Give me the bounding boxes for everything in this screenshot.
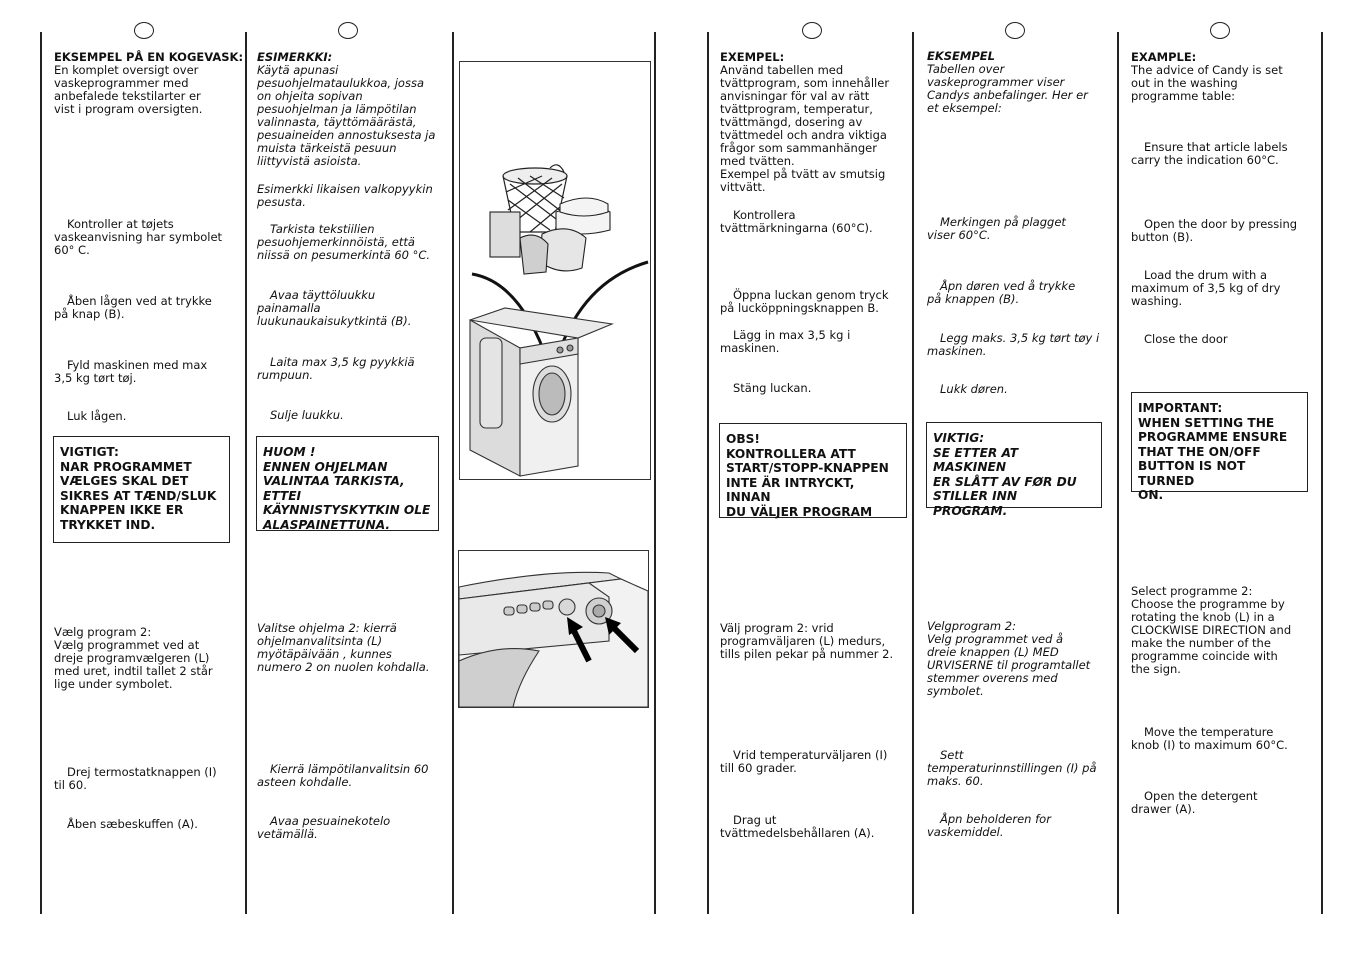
no-select-programme: Velgprogram 2: Velg programmet ved å dreie knappen (L) MED URVISERNE til programtallet stemmer overens med symbolet.	[927, 619, 1091, 698]
fi-heading: ESIMERKKI:	[257, 50, 333, 64]
sv-open-drawer: Drag ut tvättmedelsbehållaren (A).	[720, 813, 875, 840]
en-intro: The advice of Candy is set out in the washing programme table:	[1131, 63, 1283, 103]
sv-step-close-door: Stäng luckan.	[733, 381, 812, 395]
no-step-close-door: Lukk døren.	[940, 382, 1008, 396]
fi-step-close-door: Sulje luukku.	[270, 408, 344, 422]
sv-select-programme: Välj program 2: vrid programväljaren (L) medurs, tills pilen pekar på nummer 2.	[720, 621, 894, 661]
da-step-open-door: Åben lågen ved at trykke på knap (B).	[54, 294, 212, 321]
column-divider	[1117, 32, 1119, 914]
en-step-load: Load the drum with a maximum of 3,5 kg of dry washing.	[1131, 268, 1281, 308]
sv-set-temperature: Vrid temperaturväljaren (I) till 60 grader.	[720, 748, 888, 775]
sv-step-load: Lägg in max 3,5 kg i maskinen.	[720, 328, 851, 355]
no-set-temperature: Sett temperaturinnstillingen (I) på maks. 60.	[927, 748, 1097, 788]
laundry-basket-and-washer-icon	[460, 62, 650, 479]
sv-heading: EXEMPEL:	[720, 50, 785, 64]
fi-select-programme: Valitse ohjelma 2: kierrä ohjelmanvalitsinta (L) myötäpäivään , kunnes numero 2 on nuolen kohdalla.	[257, 621, 430, 674]
da-intro: En komplet oversigt over vaskeprogrammer med anbefalede tekstilarter er vist i program oversigten.	[54, 63, 203, 116]
da-set-temperature: Drej termostatknappen (I) til 60.	[54, 765, 217, 792]
control-panel-illustration-frame	[458, 550, 649, 708]
laundry-illustration-frame	[459, 61, 651, 480]
da-warning-box: VIGTIGT: NAR PROGRAMMET VÆLGES SKAL DET SIKRES AT TÆND/SLUK KNAPPEN IKKE ER TRYKKET IND.	[53, 436, 230, 543]
en-set-temperature: Move the temperature knob (I) to maximum 60°C.	[1131, 725, 1288, 752]
column-divider	[1321, 32, 1323, 914]
language-flag-circle	[1005, 22, 1025, 39]
no-step-open-door: Åpn døren ved å trykke på knappen (B).	[927, 279, 1076, 306]
no-step-check-label: Merkingen på plagget viser 60°C.	[927, 215, 1066, 242]
en-open-drawer: Open the detergent drawer (A).	[1131, 789, 1258, 816]
en-step-open-door: Open the door by pressing button (B).	[1131, 217, 1298, 244]
en-heading: EXAMPLE:	[1131, 50, 1197, 64]
no-step-load: Legg maks. 3,5 kg tørt tøy i maskinen.	[927, 331, 1100, 358]
en-step-check-label: Ensure that article labels carry the indication 60°C.	[1131, 140, 1288, 167]
da-step-close-door: Luk lågen.	[67, 409, 127, 423]
column-divider	[707, 32, 709, 914]
no-heading: EKSEMPEL	[927, 49, 995, 63]
fi-warning-box: HUOM ! ENNEN OHJELMAN VALINTAA TARKISTA, ETTEI KÄYNNISTYSKYTKIN OLE ALASPAINETTUNA.	[256, 436, 439, 531]
no-intro: Tabellen over vaskeprogrammer viser Candys anbefalinger. Her er et eksempel:	[927, 62, 1088, 115]
control-panel-knobs-with-arrows-icon	[459, 551, 648, 707]
no-open-drawer: Åpn beholderen for vaskemiddel.	[927, 812, 1051, 839]
en-select-programme: Select programme 2: Choose the programme by rotating the knob (L) in a CLOCKWISE DIRECTION and make the number of the programme coincide with the sign.	[1131, 584, 1292, 676]
da-step-load: Fyld maskinen med max 3,5 kg tørt tøj.	[54, 358, 208, 385]
sv-warning-box: OBS! KONTROLLERA ATT START/STOPP-KNAPPEN INTE ÄR INTRYCKT, INNAN DU VÄLJER PROGRAM	[719, 423, 907, 518]
en-warning-box: IMPORTANT: WHEN SETTING THE PROGRAMME ENSURE THAT THE ON/OFF BUTTON IS NOT TURNED ON.	[1131, 392, 1308, 492]
language-flag-circle	[802, 22, 822, 39]
fi-intro: Käytä apunasi pesuohjelmataulukkoa, jossa on ohjeita sopivan pesuohjelman ja lämpötilan valinnasta, täyttömäärästä, pesuaineiden annostuksesta ja muista tärkeistä pesuun liittyvistä asioista.	[257, 63, 436, 168]
fi-example: Esimerkki likaisen valkopyykin pesusta.	[257, 182, 433, 209]
fi-set-temperature: Kierrä lämpötilanvalitsin 60 asteen kohdalle.	[257, 762, 429, 789]
sv-intro: Använd tabellen med tvättprogram, som innehåller anvisningar för val av rätt tvättprogram, temperatur, tvättmängd, dosering av tvättmedel och andra viktiga frågor som sammanhänger med tvätten. Exempel på tvätt av smutsig vittvätt.	[720, 63, 890, 194]
da-select-programme: Vælg program 2: Vælg programmet ved at dreje programvælgeren (L) med uret, indtil tallet 2 står lige under symbolet.	[54, 625, 213, 691]
fi-step-check-label: Tarkista tekstiilien pesuohjemerkinnöistä, että niissä on pesumerkintä 60 °C.	[257, 222, 431, 262]
language-flag-circle	[338, 22, 358, 39]
da-step-check-label: Kontroller at tøjets vaskeanvisning har symbolet 60° C.	[54, 217, 223, 257]
fi-open-drawer: Avaa pesuainekotelo vetämällä.	[257, 814, 391, 841]
column-divider	[452, 32, 454, 914]
da-heading: EKSEMPEL PÅ EN KOGEVASK:	[54, 50, 244, 64]
da-open-drawer: Åben sæbeskuffen (A).	[67, 817, 198, 831]
language-flag-circle	[1210, 22, 1230, 39]
fi-step-load: Laita max 3,5 kg pyykkiä rumpuun.	[257, 355, 415, 382]
column-divider	[245, 32, 247, 914]
column-divider	[912, 32, 914, 914]
column-divider	[654, 32, 656, 914]
column-divider	[40, 32, 42, 914]
language-flag-circle	[134, 22, 154, 39]
sv-step-open-door: Öppna luckan genom tryck på lucköppningsknappen B.	[720, 288, 889, 315]
en-step-close-door: Close the door	[1144, 332, 1228, 346]
fi-step-open-door: Avaa täyttöluukku painamalla luukunaukaisukytkintä (B).	[257, 288, 412, 328]
sv-step-check-label: Kontrollera tvättmärkningarna (60°C).	[720, 208, 873, 235]
no-warning-box: VIKTIG: SE ETTER AT MASKINEN ER SLÅTT AV FØR DU STILLER INN PROGRAM.	[926, 422, 1102, 508]
